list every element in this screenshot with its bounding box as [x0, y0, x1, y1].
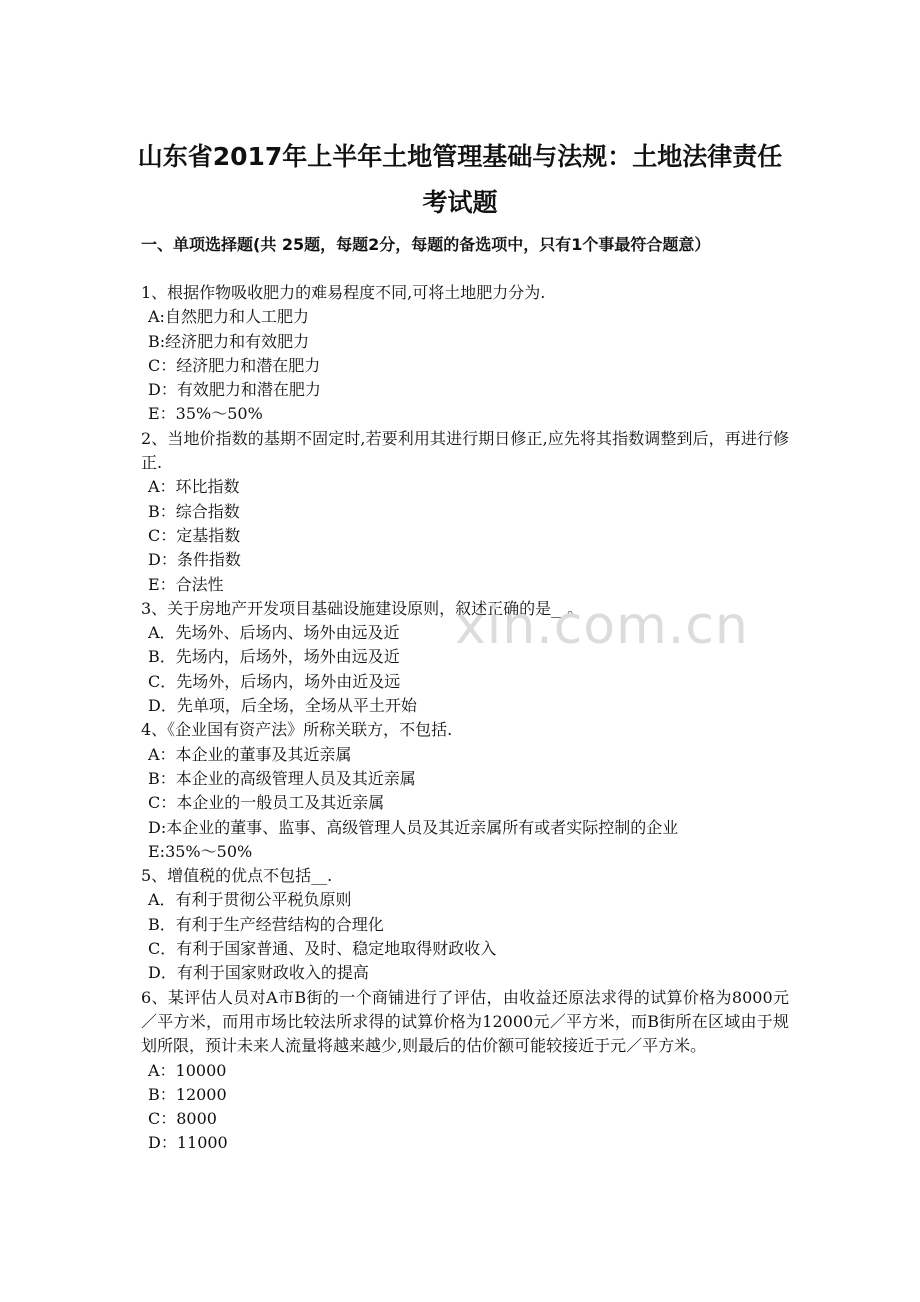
- option-d: D：有效肥力和潜在肥力: [148, 380, 321, 400]
- option-c: C：经济肥力和潜在肥力: [148, 355, 321, 375]
- option-a: A:自然肥力和人工肥力: [148, 307, 309, 327]
- option-list: [141, 743, 789, 864]
- question-stem: 6、某评估人员对A市B街的一个商铺进行了评估，由收益还原法求得的试算价格为8000元／平方米，而用市场比较法所求得的试算价格为12000元／平方米，而B街所在区域由于规划所限，预计未来人流量将越来越少,则最后的估价额可能较接近于元／平方米。: [141, 987, 789, 1056]
- option-c: C：本企业的一般员工及其近亲属: [148, 793, 385, 813]
- question-4: [141, 718, 789, 864]
- watermark: xin.com.cn: [455, 596, 749, 656]
- option-b: B：本企业的高级管理人员及其近亲属: [148, 768, 416, 788]
- question-stem: 3、关于房地产开发项目基础设施建设原则，叙述正确的是__。: [141, 598, 584, 618]
- option-e: E:35%～50%: [148, 841, 253, 861]
- option-b: B．有利于生产经营结构的合理化: [148, 914, 384, 934]
- option-b: B：综合指数: [148, 501, 240, 521]
- option-b: B:经济肥力和有效肥力: [148, 331, 310, 351]
- section-header: 一、单项选择题(共 25题，每题2分，每题的备选项中，只有1个事最符合题意）: [141, 235, 711, 254]
- option-c: C：定基指数: [148, 525, 241, 545]
- option-d: D：11000: [148, 1133, 228, 1153]
- question-stem: 5、增值税的优点不包括__.: [141, 866, 333, 886]
- question-1: [141, 281, 789, 427]
- question-stem: 4、《企业国有资产法》所称关联方，不包括.: [141, 720, 453, 740]
- document-title-continued: 考试题: [422, 188, 498, 217]
- option-b: B：12000: [148, 1084, 227, 1104]
- option-c: C：8000: [148, 1109, 217, 1129]
- option-a: A．先场外、后场内、场外由远及近: [148, 623, 400, 643]
- option-d: D．先单项，后全场，全场从平土开始: [148, 696, 417, 716]
- question-5: [141, 864, 789, 985]
- option-c: C．有利于国家普通、及时、稳定地取得财政收入: [148, 939, 497, 959]
- option-e: E：35%～50%: [148, 404, 263, 424]
- option-b: B．先场内，后场外，场外由远及近: [148, 647, 400, 667]
- question-list: [141, 281, 789, 1156]
- option-list: [141, 475, 789, 596]
- option-d: D．有利于国家财政收入的提高: [148, 963, 369, 983]
- option-a: A：本企业的董事及其近亲属: [148, 744, 352, 764]
- option-a: A：环比指数: [148, 477, 240, 497]
- option-list: [141, 888, 789, 985]
- option-d: D：条件指数: [148, 550, 241, 570]
- option-e: E：合法性: [148, 574, 224, 594]
- question-2: [141, 427, 789, 597]
- option-list: [141, 1059, 789, 1156]
- option-c: C．先场外，后场内，场外由近及远: [148, 671, 401, 691]
- question-stem: 1、根据作物吸收肥力的难易程度不同,可将土地肥力分为.: [141, 283, 546, 302]
- question-stem: 2、当地价指数的基期不固定时,若要利用其进行期日修正,应先将其指数调整到后，再进行修正.: [141, 428, 789, 473]
- option-a: A：10000: [148, 1060, 227, 1080]
- question-6: [141, 986, 789, 1156]
- option-list: [141, 305, 789, 426]
- document-title: 山东省2017年上半年土地管理基础与法规：土地法律责任: [137, 142, 783, 171]
- option-a: A．有利于贯彻公平税负原则: [148, 890, 352, 910]
- option-d: D:本企业的董事、监事、高级管理人员及其近亲属所有或者实际控制的企业: [148, 817, 679, 837]
